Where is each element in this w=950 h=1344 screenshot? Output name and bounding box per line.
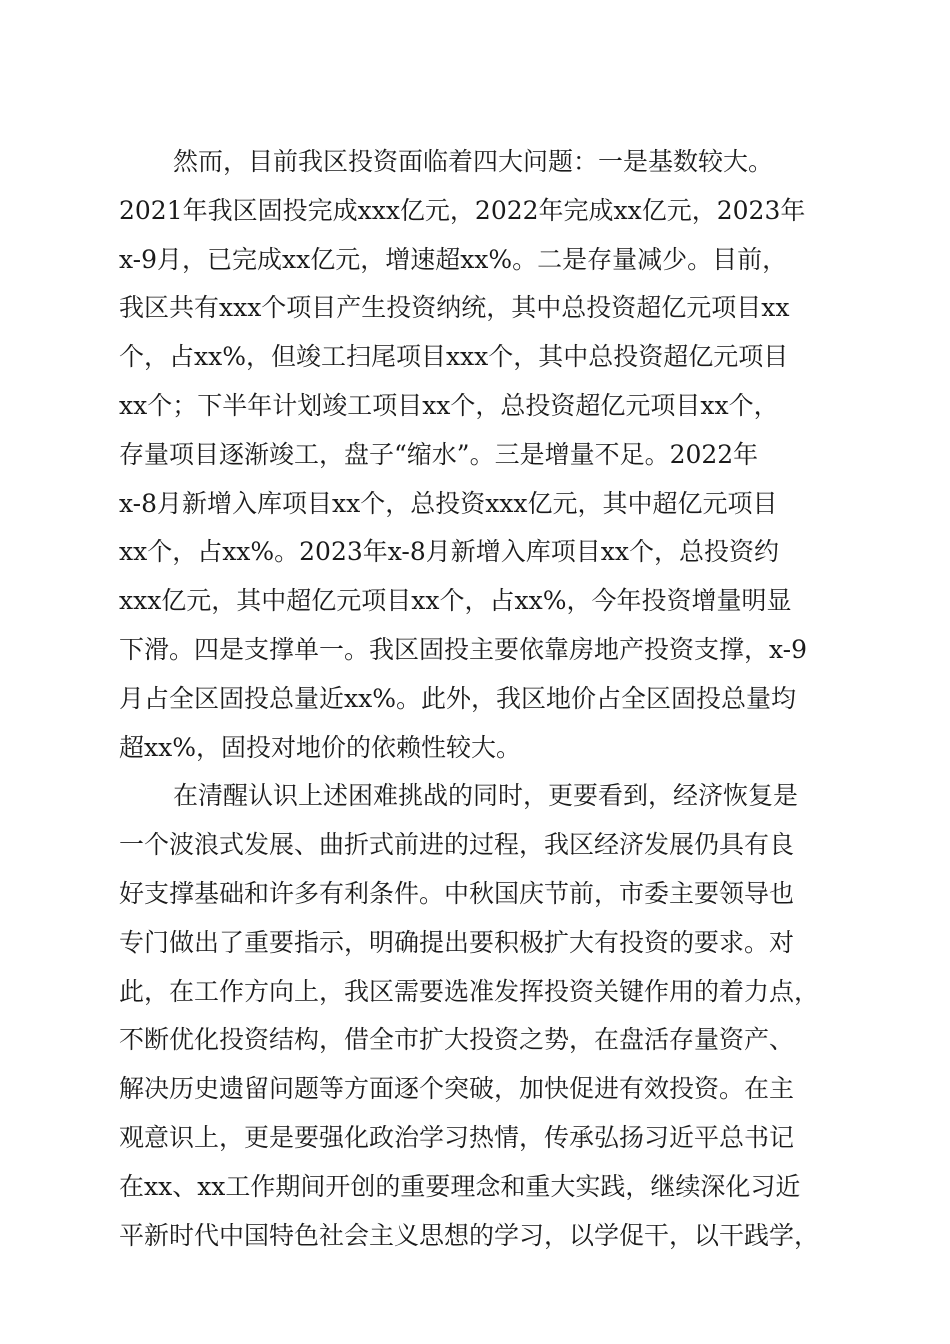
text-line: 解决历史遗留问题等方面逐个突破，加快促进有效投资。在主 [119, 1074, 795, 1104]
text-line: 此，在工作方向上，我区需要选准发挥投资关键作用的着力点， [119, 976, 820, 1006]
text-line: 下滑。四是支撑单一。我区固投主要依靠房地产投资支撑，x-9 [119, 634, 808, 664]
document-body [119, 138, 831, 1260]
text-line: 在xx、xx工作期间开创的重要理念和重大实践，继续深化习近 [119, 1171, 801, 1201]
text-line: 专门做出了重要指示，明确提出要积极扩大有投资的要求。对 [119, 927, 795, 957]
text-line: 不断优化投资结构，借全市扩大投资之势，在盘活存量资产、 [119, 1025, 795, 1055]
text-line: 超xx%，固投对地价的依赖性较大。 [119, 732, 521, 762]
text-line: 存量项目逐渐竣工，盘子“缩水”。三是增量不足。2022年 [119, 439, 759, 469]
text-line: 2021年我区固投完成xxx亿元，2022年完成xx亿元，2023年 [119, 195, 806, 225]
paragraph-1 [119, 138, 831, 772]
text-line: x-9月，已完成xx亿元，增速超xx%。二是存量减少。目前， [119, 244, 788, 274]
paragraph-2 [119, 772, 831, 1260]
text-line: 观意识上，更是要强化政治学习热情，传承弘扬习近平总书记 [119, 1122, 795, 1152]
text-line: 一个波浪式发展、曲折式前进的过程，我区经济发展仍具有良 [119, 830, 795, 860]
text-line: 月占全区固投总量近xx%。此外，我区地价占全区固投总量均 [119, 683, 796, 713]
text-line: xxx亿元，其中超亿元项目xx个，占xx%，今年投资增量明显 [119, 586, 792, 616]
text-line: xx个；下半年计划竣工项目xx个，总投资超亿元项目xx个， [119, 390, 779, 420]
text-line: 平新时代中国特色社会主义思想的学习，以学促干，以干践学， [119, 1220, 820, 1250]
text-line: 好支撑基础和许多有利条件。中秋国庆节前，市委主要领导也 [119, 878, 795, 908]
text-line: 在清醒认识上述困难挑战的同时，更要看到，经济恢复是 [173, 781, 799, 811]
text-line: 个，占xx%，但竣工扫尾项目xxx个，其中总投资超亿元项目 [119, 342, 789, 372]
text-line: 然而，目前我区投资面临着四大问题：一是基数较大。 [173, 147, 774, 176]
text-line: 我区共有xxx个项目产生投资纳统，其中总投资超亿元项目xx [119, 293, 790, 323]
text-line: x-8月新增入库项目xx个，总投资xxx亿元，其中超亿元项目 [119, 488, 778, 518]
text-line: xx个，占xx%。2023年x-8月新增入库项目xx个，总投资约 [119, 537, 779, 567]
